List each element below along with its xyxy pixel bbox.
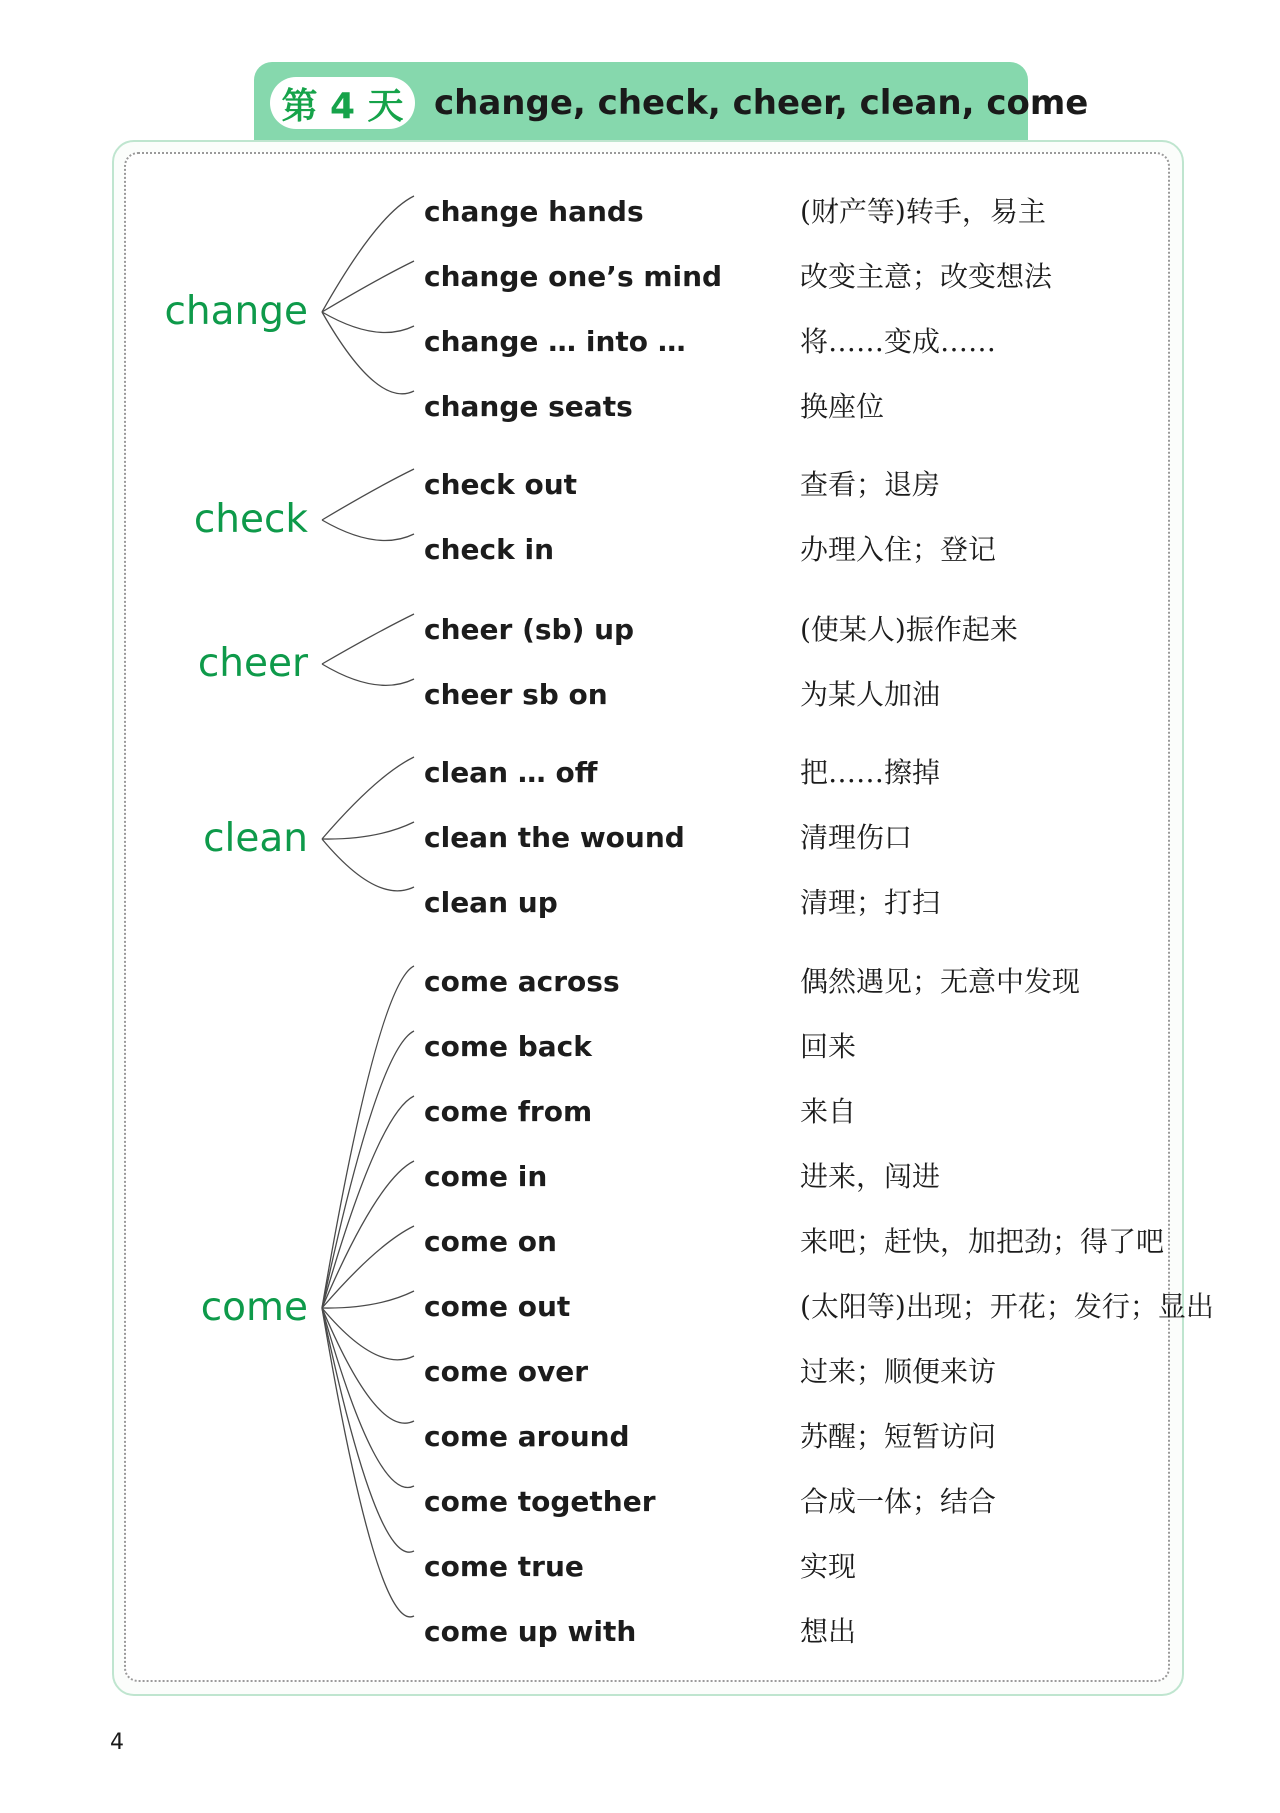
branch-line <box>322 312 414 332</box>
branch-line <box>322 839 414 891</box>
phrase-item: clean … off <box>424 756 598 789</box>
meaning-item: 来吧；赶快，加把劲；得了吧 <box>800 1225 1165 1258</box>
meaning-item: 过来；顺便来访 <box>800 1355 997 1388</box>
phrase-item: come true <box>424 1550 584 1583</box>
phrase-item: come around <box>424 1420 630 1453</box>
meaning-item: 进来，闯进 <box>800 1160 941 1193</box>
head-word-clean: clean <box>203 816 308 861</box>
branch-line <box>322 1308 414 1360</box>
branch-line <box>322 757 414 839</box>
meaning-item: 合成一体；结合 <box>800 1485 997 1518</box>
phrase-item: come in <box>424 1160 548 1193</box>
phrase-item: change seats <box>424 390 633 423</box>
branch-line <box>322 1308 414 1552</box>
phrase-item: come from <box>424 1095 593 1128</box>
head-word-cheer: cheer <box>197 641 308 686</box>
branch-line <box>322 822 414 839</box>
phrase-item: come over <box>424 1355 589 1388</box>
phrase-item: come out <box>424 1290 571 1323</box>
meaning-item: 改变主意；改变想法 <box>800 260 1053 293</box>
branch-line <box>322 966 414 1308</box>
phrase-item: come up with <box>424 1615 637 1648</box>
head-word-come: come <box>200 1285 308 1330</box>
phrase-item: check out <box>424 468 578 501</box>
meaning-item: 为某人加油 <box>800 678 941 711</box>
branch-line <box>322 664 414 685</box>
phrase-item: come together <box>424 1485 656 1518</box>
branch-line <box>322 1308 414 1488</box>
head-word-change: change <box>164 289 308 334</box>
meaning-item: 将……变成…… <box>800 325 997 358</box>
meaning-item: 苏醒；短暂访问 <box>800 1420 997 1453</box>
phrase-item: change … into … <box>424 325 686 358</box>
phrase-item: check in <box>424 533 555 566</box>
meaning-item: 回来 <box>800 1030 857 1063</box>
page-title: change, check, cheer, clean, come <box>434 83 1089 123</box>
meaning-item: 来自 <box>800 1095 857 1128</box>
meaning-item: 清理伤口 <box>800 821 913 854</box>
phrase-item: clean up <box>424 886 558 919</box>
meaning-item: 把……擦掉 <box>800 756 941 789</box>
branch-line <box>322 1308 414 1423</box>
phrase-item: change hands <box>424 195 644 228</box>
phrase-item: come on <box>424 1225 557 1258</box>
branch-line <box>322 312 414 394</box>
meaning-item: 想出 <box>800 1615 857 1648</box>
meaning-item: (财产等)转手，易主 <box>800 195 1046 228</box>
meaning-item: 清理；打扫 <box>800 886 941 919</box>
meaning-item: 办理入住；登记 <box>800 533 997 566</box>
phrase-item: cheer (sb) up <box>424 613 635 646</box>
branch-line <box>322 1226 414 1308</box>
meaning-item: (太阳等)出现；开花；发行；显出 <box>800 1290 1214 1323</box>
phrase-item: clean the wound <box>424 821 685 854</box>
branch-line <box>322 196 414 312</box>
phrase-item: change one’s mind <box>424 260 723 293</box>
head-word-check: check <box>193 497 308 542</box>
meaning-item: 偶然遇见；无意中发现 <box>800 965 1081 998</box>
phrase-item: come back <box>424 1030 592 1063</box>
meaning-item: (使某人)振作起来 <box>800 613 1018 646</box>
page-number: 4 <box>110 1730 124 1755</box>
day-badge: 第 4 天 <box>270 77 415 129</box>
branch-line <box>322 1291 414 1308</box>
phrase-item: cheer sb on <box>424 678 608 711</box>
branch-line <box>322 261 414 312</box>
meaning-item: 换座位 <box>800 390 885 423</box>
meaning-item: 查看；退房 <box>800 468 941 501</box>
phrase-item: come across <box>424 965 620 998</box>
meaning-item: 实现 <box>800 1550 857 1583</box>
branch-line <box>322 469 414 520</box>
branch-line <box>322 520 414 540</box>
branch-line <box>322 614 414 664</box>
